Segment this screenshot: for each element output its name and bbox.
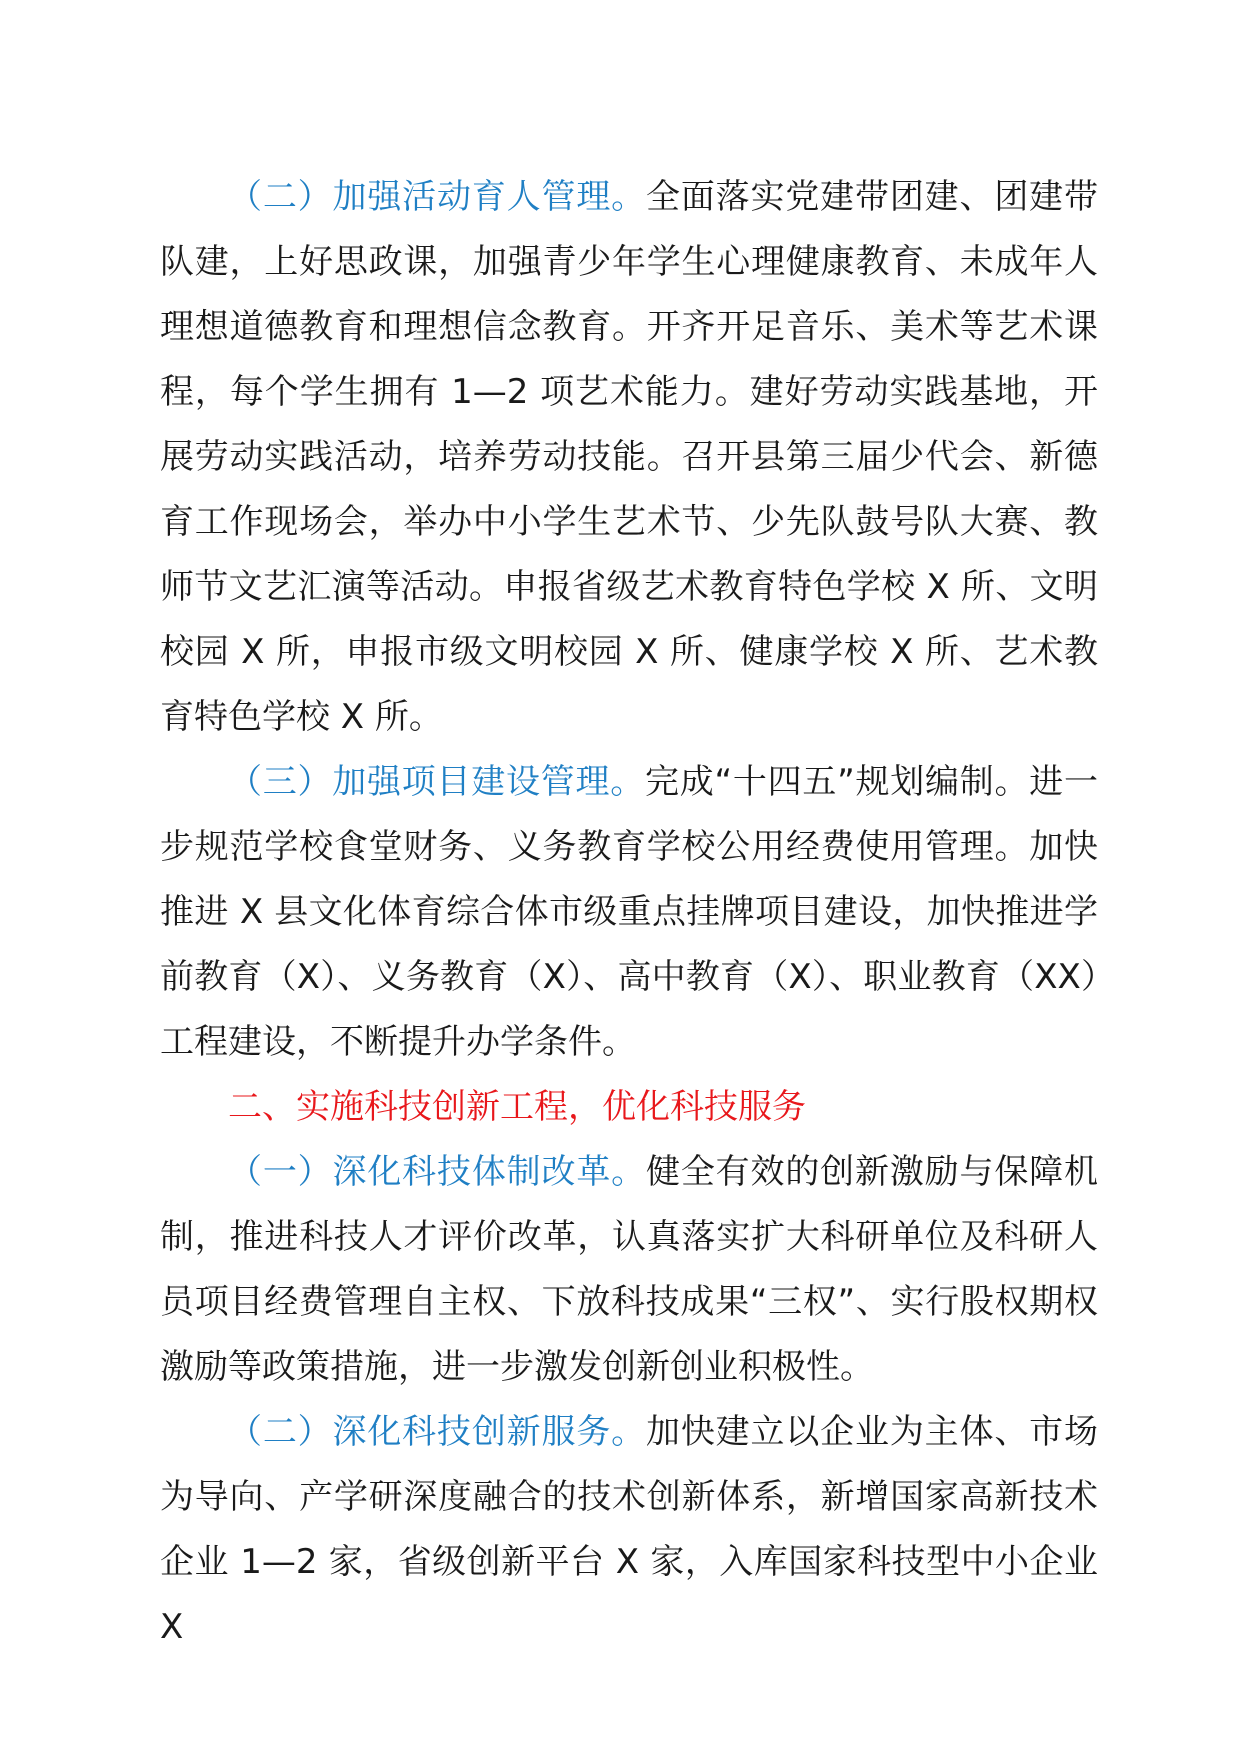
paragraph-tech-reform xyxy=(160,1140,1098,1400)
paragraph-text: 全面落实党建带团建、团建带队建，上好思政课，加强青少年学生心理健康教育、未成年人理想道德教育和理想信念教育。开齐开足音乐、美术等艺术课程，每个学生拥有 1—2 项艺术能力。建好劳动实践基地，开展劳动实践活动，培养劳动技能。召开县第三届少代会、新德育工作现场会，举办中小学生艺术节、少先队鼓号队大赛、教师节文艺汇演等活动。申报省级艺术教育特色学校 X 所、文明校园 X 所，申报市级文明校园 X 所、健康学校 X 所、艺术教育特色学校 X 所。 xyxy=(160,177,1098,737)
paragraph-project-construction xyxy=(160,750,1098,1075)
subsection-heading: （三）加强项目建设管理。 xyxy=(228,762,646,802)
document-body xyxy=(160,165,1098,1660)
subsection-heading: （一）深化科技体制改革。 xyxy=(228,1152,646,1192)
paragraph-activity-education xyxy=(160,165,1098,750)
subsection-heading: （二）加强活动育人管理。 xyxy=(228,177,646,217)
paragraph-tech-service xyxy=(160,1400,1098,1660)
subsection-heading: （二）深化科技创新服务。 xyxy=(228,1412,646,1452)
paragraph-text: 完成“十四五”规划编制。进一步规范学校食堂财务、义务教育学校公用经费使用管理。加快推进 X 县文化体育综合体市级重点挂牌项目建设，加快推进学前教育（X）、义务教育（X）、高中教育（X）、职业教育（XX）工程建设，不断提升办学条件。 xyxy=(160,762,1099,1062)
section-heading: 二、实施科技创新工程，优化科技服务 xyxy=(228,1087,806,1127)
paragraph-text: 健全有效的创新激励与保障机制，推进科技人才评价改革，认真落实扩大科研单位及科研人员项目经费管理自主权、下放科技成果“三权”、实行股权期权激励等政策措施，进一步激发创新创业积极性。 xyxy=(160,1152,1098,1387)
paragraph-text: 加快建立以企业为主体、市场为导向、产学研深度融合的技术创新体系，新增国家高新技术企业 1—2 家，省级创新平台 X 家，入库国家科技型中小企业 X xyxy=(160,1412,1098,1647)
